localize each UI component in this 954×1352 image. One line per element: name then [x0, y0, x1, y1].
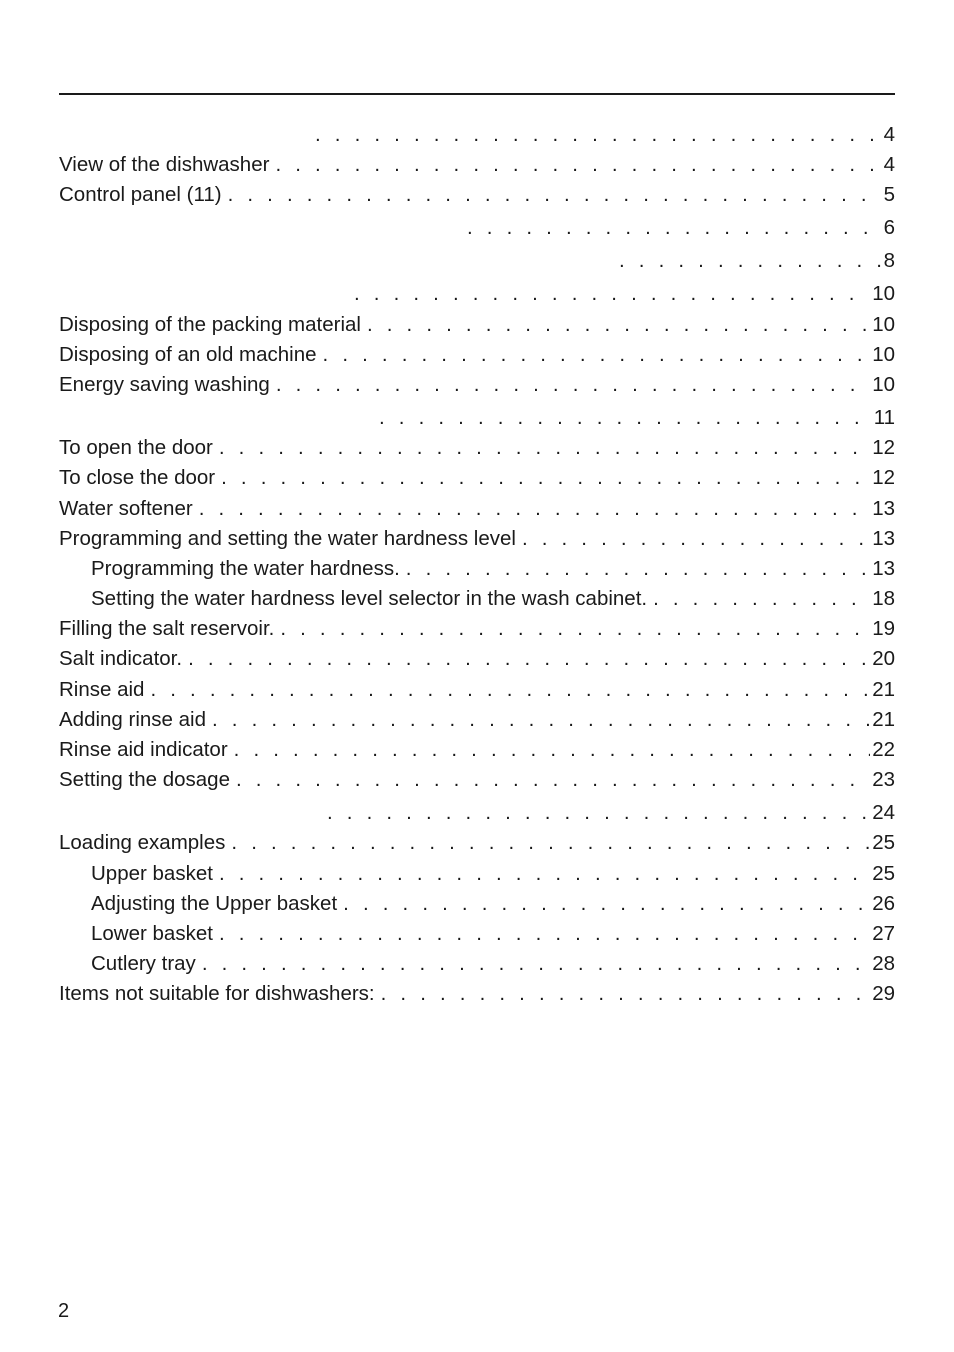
toc-entry-label: Loading examples: [59, 831, 231, 855]
toc-entry[interactable]: [59, 825, 895, 855]
toc-entry-page: 20: [872, 647, 895, 671]
toc-entry-page: 12: [872, 466, 895, 490]
toc-leader-dots: [381, 982, 871, 1006]
toc-leader-dots: [231, 831, 870, 855]
toc-entry-label: Cutlery tray: [91, 952, 202, 976]
toc-entry-page: 6: [883, 216, 895, 240]
toc-entry-label: Adding rinse aid: [59, 708, 212, 732]
toc-leader-dots: [367, 313, 870, 337]
toc-entry-label: Items not suitable for dishwashers:: [59, 982, 381, 1006]
toc-entry-label: Disposing of the packing material: [59, 313, 367, 337]
toc-entry-label: Upper basket: [91, 862, 219, 886]
toc-entry-label: Salt indicator.: [59, 647, 188, 671]
toc-entry[interactable]: [59, 762, 895, 792]
toc-entry[interactable]: [59, 671, 895, 701]
toc-entry-page: 21: [872, 707, 895, 731]
toc-entry-page: 19: [872, 617, 895, 641]
toc-entry-page: 4: [883, 153, 895, 177]
toc-entry[interactable]: [59, 273, 895, 306]
toc-entry-label: Setting the water hardness level selector in the wash cabinet.: [91, 587, 653, 611]
toc-entry[interactable]: [59, 207, 895, 240]
toc-leader-dots: [327, 801, 870, 825]
toc-entry[interactable]: [59, 521, 895, 551]
toc-entry-label: Rinse aid indicator: [59, 738, 234, 762]
toc-entry[interactable]: [59, 337, 895, 367]
toc-entry-page: 10: [872, 372, 895, 396]
toc-entry-label: Disposing of an old machine: [59, 343, 323, 367]
toc-entry-page: 12: [872, 436, 895, 460]
toc-leader-dots: [406, 557, 870, 581]
table-of-contents: [59, 114, 895, 1006]
toc-entry[interactable]: [59, 147, 895, 177]
toc-entry-page: 8: [883, 249, 895, 273]
toc-leader-dots: [276, 373, 870, 397]
toc-leader-dots: [275, 153, 881, 177]
toc-entry[interactable]: [59, 916, 895, 946]
toc-leader-dots: [354, 282, 870, 306]
toc-entry-label: Programming the water hardness.: [91, 557, 406, 581]
toc-entry[interactable]: [59, 367, 895, 397]
toc-leader-dots: [522, 527, 870, 551]
toc-entry-page: 23: [872, 768, 895, 792]
header-rule: [59, 93, 895, 95]
toc-leader-dots: [234, 738, 871, 762]
toc-entry-label: To open the door: [59, 436, 219, 460]
toc-leader-dots: [219, 436, 870, 460]
toc-entry-page: 13: [872, 556, 895, 580]
toc-entry-page: 25: [872, 831, 895, 855]
toc-entry[interactable]: [59, 460, 895, 490]
toc-leader-dots: [343, 892, 870, 916]
toc-entry-page: 5: [883, 183, 895, 207]
toc-entry-label: Energy saving washing: [59, 373, 276, 397]
toc-leader-dots: [219, 922, 870, 946]
toc-entry-page: 11: [873, 405, 895, 429]
toc-leader-dots: [280, 617, 870, 641]
toc-leader-dots: [202, 952, 870, 976]
page-number: 2: [58, 1300, 70, 1322]
toc-entry-label: Programming and setting the water hardness level: [59, 527, 522, 551]
toc-leader-dots: [212, 708, 870, 732]
toc-entry-page: 4: [883, 123, 895, 146]
toc-entry-label: Setting the dosage: [59, 768, 236, 792]
toc-entry[interactable]: [59, 732, 895, 762]
toc-entry[interactable]: [59, 177, 895, 207]
toc-entry[interactable]: [59, 240, 895, 273]
toc-leader-dots: [221, 466, 870, 490]
toc-entry-page: 13: [872, 496, 895, 520]
toc-leader-dots: [199, 497, 871, 521]
toc-leader-dots: [619, 249, 882, 273]
toc-entry-page: 22: [872, 738, 895, 761]
toc-entry-label: Lower basket: [91, 922, 219, 946]
toc-entry[interactable]: [59, 114, 895, 147]
toc-entry-label: View of the dishwasher: [59, 153, 275, 177]
toc-entry-page: 29: [872, 982, 895, 1006]
toc-entry-page: 27: [872, 921, 895, 945]
toc-entry-page: 25: [872, 861, 895, 885]
toc-entry[interactable]: [59, 430, 895, 460]
toc-entry-label: Filling the salt reservoir.: [59, 617, 280, 641]
toc-leader-dots: [236, 768, 870, 792]
toc-entry[interactable]: [59, 397, 895, 430]
toc-entry[interactable]: [59, 306, 895, 336]
toc-leader-dots: [219, 862, 870, 886]
toc-entry[interactable]: [59, 551, 895, 581]
toc-entry[interactable]: [59, 641, 895, 671]
toc-leader-dots: [228, 183, 882, 207]
toc-entry-page: 10: [872, 282, 895, 306]
toc-entry[interactable]: [59, 855, 895, 885]
toc-entry-label: Adjusting the Upper basket: [91, 892, 343, 916]
toc-leader-dots: [467, 216, 882, 240]
toc-leader-dots: [323, 343, 871, 367]
toc-entry-label: Water softener: [59, 497, 199, 521]
toc-entry[interactable]: [59, 792, 895, 825]
toc-entry-label: Rinse aid: [59, 678, 150, 702]
toc-entry-page: 10: [872, 312, 895, 336]
toc-entry-label: Control panel (11): [59, 183, 228, 207]
toc-leader-dots: [315, 123, 882, 147]
toc-entry-label: To close the door: [59, 466, 221, 490]
toc-entry-page: 28: [872, 952, 895, 976]
toc-entry-page: 18: [872, 587, 895, 611]
toc-leader-dots: [653, 587, 870, 611]
toc-entry-page: 21: [872, 677, 895, 701]
toc-leader-dots: [379, 406, 872, 430]
toc-entry[interactable]: [59, 976, 895, 1006]
toc-entry-page: 13: [872, 526, 895, 550]
toc-leader-dots: [150, 678, 870, 702]
toc-entry[interactable]: [59, 946, 895, 976]
toc-entry[interactable]: [59, 611, 895, 641]
toc-entry[interactable]: [59, 886, 895, 916]
toc-entry-page: 24: [872, 801, 895, 825]
toc-entry-page: 26: [872, 891, 895, 915]
toc-entry[interactable]: [59, 702, 895, 732]
toc-entry[interactable]: [59, 490, 895, 520]
toc-entry-page: 10: [872, 342, 895, 366]
toc-leader-dots: [188, 647, 870, 671]
toc-entry[interactable]: [59, 581, 895, 611]
